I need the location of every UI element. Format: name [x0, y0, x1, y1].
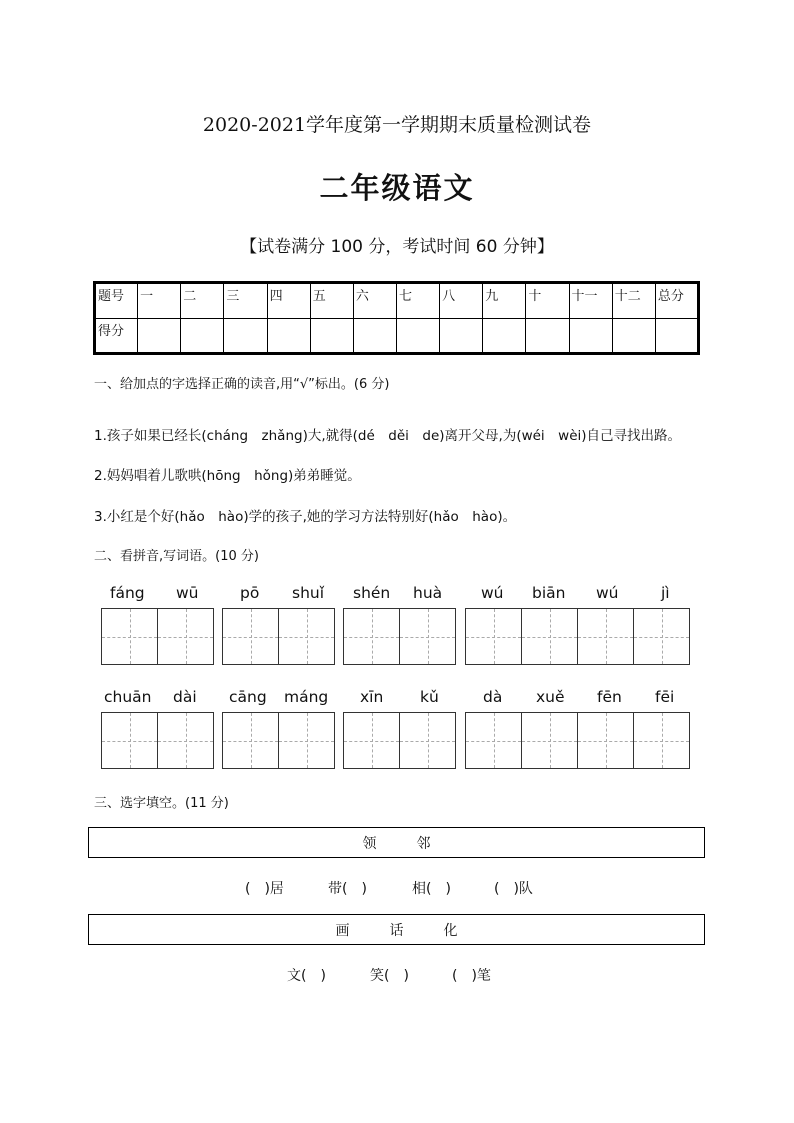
question-2: 2.妈妈唱着儿歌哄(hōng hǒng)弟弟睡觉。 — [94, 468, 361, 484]
writing-cell[interactable] — [399, 712, 456, 769]
choice-char: 邻 — [416, 835, 431, 852]
pinyin: fáng — [110, 584, 145, 602]
score-cell[interactable] — [181, 318, 224, 354]
fill-blank[interactable]: 相( ) — [412, 881, 451, 897]
writing-cell[interactable] — [101, 608, 158, 665]
score-cell[interactable] — [612, 318, 655, 354]
pinyin: huà — [413, 584, 443, 602]
score-header-cell: 五 — [310, 283, 353, 319]
score-cell[interactable] — [655, 318, 698, 354]
question-1: 1.孩子如果已经长(cháng zhǎng)大,就得(dé děi de)离开父母,为(wéi wèi)自己寻找出路。 — [94, 428, 682, 444]
score-row-label: 得分 — [95, 318, 138, 354]
writing-cell[interactable] — [343, 608, 400, 665]
choice-char: 化 — [443, 922, 458, 939]
score-table — [93, 281, 700, 355]
score-table-score-row — [95, 318, 699, 354]
score-header-cell: 总分 — [655, 283, 698, 319]
section2-heading: 二、看拼音,写词语。(10 分) — [94, 549, 259, 564]
exam-subtitle: 2020-2021学年度第一学期期末质量检测试卷 — [202, 114, 592, 136]
score-table-header-row — [95, 283, 699, 319]
score-cell[interactable] — [440, 318, 483, 354]
score-cell[interactable] — [224, 318, 267, 354]
pinyin: biān — [532, 584, 566, 602]
score-cell[interactable] — [310, 318, 353, 354]
choice-box-2 — [88, 914, 705, 945]
section3-heading: 三、选字填空。(11 分) — [94, 796, 229, 811]
writing-grid — [101, 712, 214, 769]
writing-cell[interactable] — [101, 712, 158, 769]
score-cell[interactable] — [267, 318, 310, 354]
pinyin: fēi — [655, 688, 675, 706]
pinyin: pō — [240, 584, 260, 602]
score-header-cell: 十一 — [569, 283, 612, 319]
writing-cell[interactable] — [157, 712, 214, 769]
score-header-cell: 十二 — [612, 283, 655, 319]
writing-cell[interactable] — [222, 712, 279, 769]
score-header-cell: 十 — [526, 283, 569, 319]
section1-heading: 一、给加点的字选择正确的读音,用“√”标出。(6 分) — [94, 377, 390, 392]
question-3: 3.小红是个好(hǎo hào)学的孩子,她的学习方法特别好(hǎo hào)。 — [94, 509, 517, 525]
score-cell[interactable] — [353, 318, 396, 354]
writing-cell[interactable] — [343, 712, 400, 769]
writing-cell[interactable] — [278, 712, 335, 769]
pinyin: chuān — [104, 688, 152, 706]
score-cell[interactable] — [526, 318, 569, 354]
writing-grid — [222, 712, 335, 769]
fill-blank[interactable]: 笑( ) — [370, 968, 409, 984]
score-header-cell: 二 — [181, 283, 224, 319]
exam-note: 【试卷满分 100 分，考试时间 60 分钟】 — [240, 237, 554, 257]
score-cell[interactable] — [569, 318, 612, 354]
writing-cell[interactable] — [521, 608, 578, 665]
pinyin: xīn — [360, 688, 384, 706]
score-cell[interactable] — [396, 318, 439, 354]
fill-blank[interactable]: 文( ) — [287, 968, 326, 984]
writing-cell[interactable] — [465, 712, 522, 769]
writing-grid — [222, 608, 335, 665]
fill-blank[interactable]: ( )队 — [494, 881, 533, 897]
pinyin: wú — [596, 584, 619, 602]
score-header-cell: 七 — [396, 283, 439, 319]
writing-cell[interactable] — [521, 712, 578, 769]
score-header-cell: 八 — [440, 283, 483, 319]
choice-char: 话 — [389, 922, 404, 939]
fill-blank[interactable]: 带( ) — [328, 881, 367, 897]
score-header-cell: 三 — [224, 283, 267, 319]
fill-blank[interactable]: ( )笔 — [452, 968, 491, 984]
choice-char: 画 — [335, 922, 350, 939]
score-header-cell: 六 — [353, 283, 396, 319]
writing-grid — [343, 608, 456, 665]
score-cell[interactable] — [483, 318, 526, 354]
writing-grid — [343, 712, 456, 769]
pinyin: cāng — [229, 688, 267, 706]
pinyin: máng — [284, 688, 329, 706]
writing-cell[interactable] — [278, 608, 335, 665]
score-header-cell: 一 — [138, 283, 181, 319]
writing-grid — [465, 608, 690, 665]
writing-cell[interactable] — [633, 608, 690, 665]
pinyin: dài — [173, 688, 197, 706]
pinyin: dà — [483, 688, 503, 706]
fill-blank[interactable]: ( )居 — [245, 881, 284, 897]
choice-box-1 — [88, 827, 705, 858]
writing-cell[interactable] — [157, 608, 214, 665]
pinyin: shuǐ — [292, 584, 325, 602]
score-header-cell: 九 — [483, 283, 526, 319]
writing-cell[interactable] — [577, 712, 634, 769]
pinyin: fēn — [597, 688, 622, 706]
writing-cell[interactable] — [577, 608, 634, 665]
writing-cell[interactable] — [222, 608, 279, 665]
writing-grid — [101, 608, 214, 665]
writing-grid — [465, 712, 690, 769]
pinyin: shén — [353, 584, 391, 602]
pinyin: kǔ — [420, 688, 439, 706]
writing-cell[interactable] — [633, 712, 690, 769]
score-cell[interactable] — [138, 318, 181, 354]
pinyin: wū — [176, 584, 199, 602]
score-header-cell: 四 — [267, 283, 310, 319]
choice-char: 领 — [362, 835, 377, 852]
exam-title: 二年级语文 — [319, 171, 475, 205]
pinyin: wú — [481, 584, 504, 602]
pinyin: jì — [661, 584, 670, 602]
pinyin: xuě — [536, 688, 565, 706]
writing-cell[interactable] — [465, 608, 522, 665]
score-header-cell: 题号 — [95, 283, 138, 319]
writing-cell[interactable] — [399, 608, 456, 665]
